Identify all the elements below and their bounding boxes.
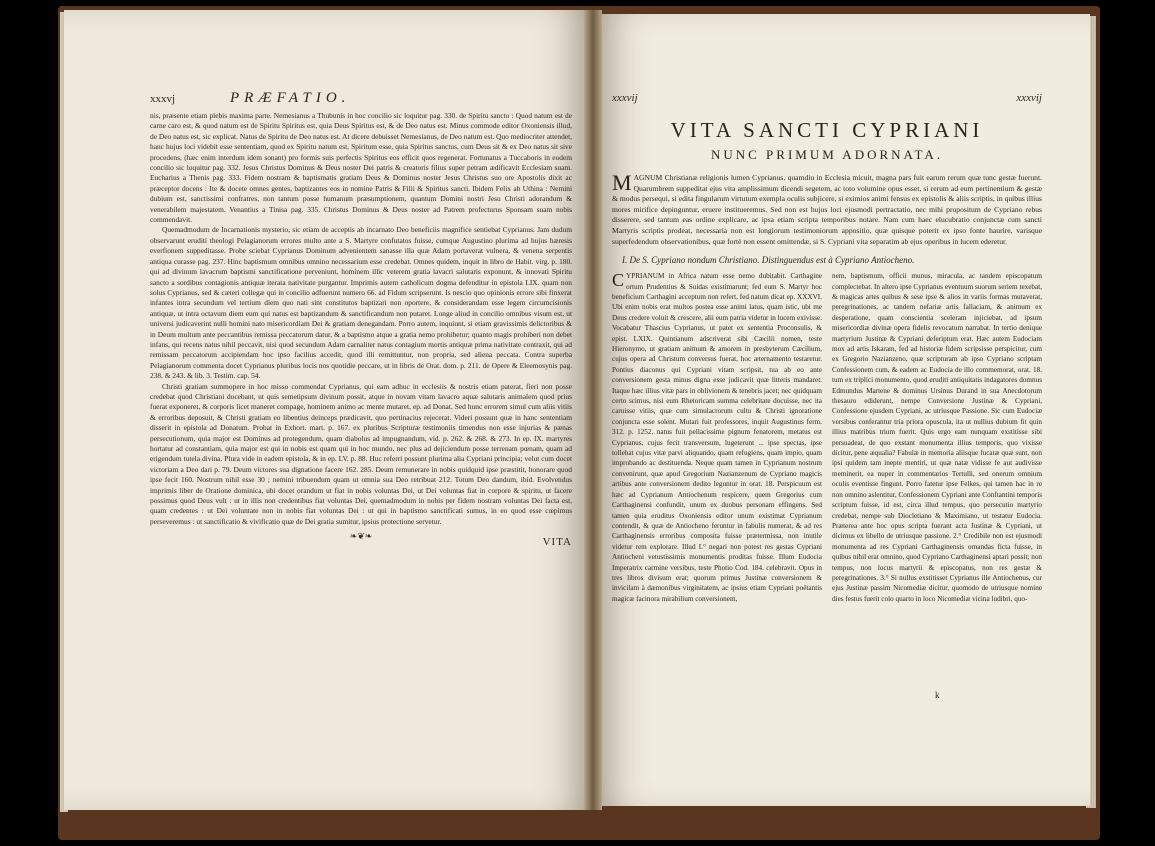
column-2-text: nem, baptismum, officii munus, miracula, ac tandem episcopatum complectebat. In altero ipse Cyprianus eventuum suorum seriem texebat, & magicas artes quibus & sese ipse & alios in variis formas mutaverat, peregrinationes, ac tandem nefariæ artis fallaciam, & animum ex desperatione, quam conscientia sceleram injiciebat, ad ipsum misericordiæ divinæ opera fidelis revocatum narrabat. In tertio denique martyrium Justinæ & Cypriani deferiptum erat. Hæc autem Eudociam mox ad artis Iskaram, fed ad historiæ fidem scripsisse perspicitur, cum ex Gregorio Nazianzeno, quæ scripturam ab ipso Cypriano scriptam Confessionem cum, & eadem ac Eudocia de illo commemorat, orat. 18. tum ex triplici monumento, quod eruditi antiquitatis indagatores domnus Edmundus Martene & dominus Ursinus Durand in sua Anecdotorum thesauro ediderunt, nempe Conversione Justinæ & Cypriani, Confessione ejusdem Cypriani, ac utriusque Passione. Sic cum Eudociæ versibus conferantur tria priora opuscula, ita ut nullius dubium fit quin illius matribus trium fuerit. Quis ergo eam nunquam exstitisse sibi persuadeat, de quo exstant monumenta illius temporis, quo vixisse dicitur, pene æqualia? Fabulæ in memoria aliisque fucatæ quæ sunt, non ipsi quidem tam inepte mentiri, ut quæ natæ vidisse fe aut audivisse meminerit, ea nuper in commentarios Tertulli, sed onerum omnium oculis eventisse fingunt. Porro fatetur ipse Felkes, qui tamen hac in re non omnino aslentitur, Confessionem Cypriani ante Conftantini temporis scriptum fuisse, id est, circa illud tempus, quo persecutio martyrio credebat, nempe sub Diocletiano & Maximiano, ut testatur Eudocia. Præterea ante hoc opus scripta fuerant acta Justinæ & Cypriani, ut dicimus ex libello de utriusque passione. 2.° Credibile non est ejusmodi monumenta ad res Cypriani Carthaginensis ornandas ficta fuisse, in quibus nihil erat omnino, quod Cypriano Carthaginensi aptari possit; non tempus, non locus martyrii & episcopatus, non res gestæ & peregrinationes. 3.° Si nullus exstitisset Cyprianus ille Antiochenus, cur ejus Justinæ passim Nicomediæ dicitur, quomodo de utriusque nomine dies festus fuerit colo quarto in loco Nicomediæ vicina ludibri, quo- [832,272,1043,603]
ornament: ❧❦❧ [349,531,373,542]
intro-text: AGNUM Christianæ religionis lumen Cyprianus, quamdiu in Ecclesia micuit, magna pars fuit earum rerum quæ tunc gestæ fuerunt. Quarumbrem suppeditat ejus vita amplissimum dicendi segetem, ac toto volumine opus esset, si rerum ad eum pertinentium & gestæ & modus persequi, si edita fingularum virtutum exempla oculis subjicere, si eximios animi fensus ex epistolis & aliis scriptis, in quibus illius mores mirifice depinguntur, eruere institueremus. Sed non est hujus loci ejusmodi pertractatio, nec mihi propositum de Cypriano rebus disserere, sed tantum eas ordine explicare, ac ipsa etiam scripta temporibus notare. Nam cum haec elucubratio conjunctæ cum sancti Martyris scriptis prodeat, necessaria non est longiorum testimoniorum appositio, quæ quisque poterit ex ipso fonte haurire, varisque superfedendum observationibus, quæ fortè non essent omittendæ, si S. Cypriani vita separatim ab ejus operibus in lucem ederetur. [612,173,1042,246]
right-page-number-right: xxxvij [1016,92,1042,104]
left-page-content [150,90,572,548]
right-page-content [612,92,1042,604]
column-1-text: YPRIANUM in Africa natum esse nemo dubitabit. Carthagine ortum Prudentius & Suidas existimarunt; fed eum S. Martyr hoc beneficium Carthagini acceptum non refert, fed natum dicat ep. XXXVI. Ubi enim nobis erat multos postea esse animi latus, quam istic, ubi me Deus credere voluit & crescere, alii eum patria videtur in lucem exivisse. Vocabatur Thascius Cyprianus, ut patet ex sententia Proconsulis, & epist. LXIX. Quintianum adscriverat sibi Cæcilii nomen, teste Hieronymo, ut gratiam animum & amorem in presbyterum Cæcilium, cujus opera ad Christum conversus fuerat, hoc æternamento testaretur. Pontius diaconus qui Cypriani vitam scripsit, tua ab eo ante conversionem gesta minus digna esse judicavit quæ litteris mandaret. Itaque hæc illius vitæ pars in oblivionem & tenebris jacet; nec quidquam certo scimus, nisi eum Rhetoricam summa celebritate docuisse, nec ita caruisse vitiis, quæ cum simulacrorum cultu & Christi ignoratione conjuncta esse solent. Mutari fuit professores, inquit Augustinus ferm. 312. p. 1252. natus fuit pellacissime pignum fenatorem, metatus est Cyprianus, cujus fecit transversum, lugeterunt ... ipse spectas, ipse tollebat cujus vitæ parvi aliquando, quam refugiens, quam impio, quam improbando ac destituenda. Neque quam tamen in Cyprianum nostrum convenirunt, quæ apud Gregorium Nazianzenum de Cypriano magicis artibus ante conversionem dedito leguntur in orat. 18. Perspicuum est hæc ad Cyprianum Antiochenum respicere, quem Gregorius cum Carthaginensi confundit, unum ex duobus personam effingens. Sed tamen quia eruditus Oxoniensis editor unum existimat Cyprianum contendit, & quæ de Antiocheno feruntur in fabulis numerat, & ad res Carthaginensis erroribus composita fuisse prætermissa, non inutile videtur rem explorare. Illud I.° negari non potest res gestas Cypriani Antiocheni vetustissimis monumentis proditas fuisse. Illum Eudocia Imperatrix carmine versibus, teste Photio Cod. 184. celebravit. Opus in tres libros divisum erat; quorum primus Justinæ conversionem & invicilam à dæmonibus virginitatem, ac ipsius etiam Cypriani poëtantis magicæ facinora mirabilium conversionem, [612,272,822,603]
right-running-head [612,92,1042,104]
intro-paragraph [612,170,1042,247]
left-paragraph-2: Quemadmodum de Incarnationis mysterio, sic etiam de acceptis ab incarnato Deo beneficiis magnifice sentiebat Cyprianus. Jam dudum observarunt eruditi theologi Pelagianorum errores multo ante a S. Martyre confutatos fuisse, cumque Augustino plurima ad hujus hæresis everfionem suppeditasse. Probe sciebat Cyprianus Dominum advenientem sanasse illa quæ Adam portaverat vulnera, & venena serpentis antiqua curasse pag. 237. Hinc baptismum omnibus omnino necessarium esse credebat. Omnes quidem, inquit in libro de Habit. virg. p. 180. qui ad divinum lavacrum baptismi sanctificatione perveniunt, hominem illic veterem gratia lavacri salutaris exponunt, & innovati Spiritu sancto a sordibus contagionis antiquæ iterata nativitate purgantur. Imprimis autem catholicum dogma defenditur in epistola LIX. quam non solus Cyprianus, sed & cæteri collegæ qui in concilio adfuerunt numero 66. ad Fidum scripserunt. Is nescio quo opinionis errore sibi finxerat infantes intra secundum vel tertium diem quo nati sint constitutos baptizari non oportere, & considerandam esse legem circumcisionis antiquæ, ut intra octavum diem eum qui natus est baptizandum & sanctificandum non putaret. Longe aliud in concilio omnibus visum est, ut universi judicaverint nulli homini nato misericordiam Dei & gratiam denegandam. Porro autem, inquiunt, si etiam gravissimis delictoribus & in Deum multum ante peccantibus remissa peccatorum datur, & a baptismo atque a gratia nemo prohibetur; quanto magis prohiberi non debet infans, qui recens natus nihil peccavit, nisi quod secundum Adam carnaliter natus contagium mortis antiquæ prima nativitate contraxit, qui ad remissam peccatorum accipiendam hoc ipso facilius accedit, quod illi remittuntur, non propria, sed aliena peccata. Contra superba Pelagianorum commenta docet Cyprianus pluribus locis nos quotidie peccare, ut in libris de Orat. dom. p. 211. de Opere & Eleemosynis pag. 238. & 243. & lib. 3. Testim. cap. 54. [150,225,572,381]
signature-mark: k [935,690,940,700]
column-1 [612,271,822,604]
intro-dropcap: M [612,170,632,195]
column-2 [832,271,1042,604]
two-column-text [612,271,1042,604]
left-body-text [150,111,572,527]
column-1-dropcap: C [612,270,625,291]
chapter-heading: VITA SANCTI CYPRIANI [670,118,984,142]
left-running-head [150,90,572,107]
right-page-number-left: xxxvij [612,92,638,104]
section-title: I. De S. Cypriano nondum Christiano. Distinguendus est à Cypriano Antiocheno. [622,255,915,266]
left-paragraph-3: Christi gratiam summopere in hoc misso commendat Cyprianus, qui eam adhuc in ecclesiis & nostris etiam paterat, fieri non posse credebat quod Christiani docebant, ut quis semetipsum divinum possit, atque in novam vitam lavacro aquæ salutaris animalem quod prius fuerat exponeret, & corporis licet maneret compage, hominem animo ac mente mutaret, ep. ad Donat. Sed hunc errorem simul cum aliis vitiis & erroribus deposuit, & Christi gratiam eo libentius deinceps prædicavit, quo pertinacius rejecerat. Videri possunt quæ in hanc sententiam disserit in epistola ad Donatum. Probat in Exhort. mart. p. 167. ex pluribus Scripturæ testimoniis timendus non esse injurias & pænas persecutionum, quia major est Dominus ad protegendum, quam diabolus ad impugnandum, vid. p. 262. & 268. & 273. In ep. IX. martyres hortatur ad constantiam, quia major est qui in nobis est quam qui in hoc mundo, nec plus ad dejiciendum posse terrenam pœnam, quam ad erigendum tutela divina. Plura vide in eadem epistola, & in ep. LV. p. 88. Huc referri possunt plurima alia Cypriani principia; velut cum docet victoriam a Deo dari p. 79. Deum victores sua dignatione facere 162. 285. Deum remunerare in nobis quidquid ipse præstitit, honorare quod ipse fecit 160. Nostrum nihil esse 30 ; nemini tribuendum quam ut omnia sua Deo retribuat 212. Totum Deo dandum, ibid. Evolvendus imprimis liber de Oratione dominica, ubi docet orandum ut fiat in nobis voluntas Dei, ut Dei voluntas fiat in corpore & spiritu, ut facere possimus quod Deus vult : ut in illis non credentibus fiat voluntas Dei, quemadmodum in nobis per fidem nostram voluntas Dei facta est, quam credentes : ut Dei voluntate non in nobis fiat voluntas Dei : ut qui in baptismo sanctificati sumus, in eo quod esse cœpimus perseveremus : ut sanctificatio & vivificatio quæ de Dei gratia sumitur, ipsius protectione servetur. [150,381,572,526]
left-page-number: xxxvj [150,93,176,105]
catchword: VITA [542,536,572,549]
left-running-title: PRÆFATIO. [230,90,351,106]
chapter-subheading: NUNC PRIMUM ADORNATA. [710,147,944,162]
left-paragraph-1: nis, præsente etiam plebis maxima parte. Nemesianus a Thubunis in hoc concilio sic loquitur pag. 330. de Spiritu sancto : Quod natum est de carne caro est, & quod natum est de Spiritu Spiritus est, quia Deus Spiritus est, & de Deo natus est. Minus commode editor Oxoniensis illud, de Deo natus est, sic explicat. Natus de Spiritu de Deo natus est. At dicere debuisset Nemesianus, de Deo natum est. Quo mediocriter attendet, hanc hujus loci videbit esse sententiam, quod ex Spiritu natum est, Spiritum esse, quia Spiritus sanctus, cum Deus sit & ex Deo natus sit sive procedens, (hæc enim interdum idem sonant) pro formis suis perfectis Spiritus eos efficit quos regenerat. Fortunatus a Tuccaboris in eodem concilio sic loquitur pag. 332. Jesus Christus Dominus & Deus noster Dei patris & creatoris filius super petram ædificavit Ecclesiam suam. Eucharius a Thenis pag. 333. Fidem nostram & baptismatis gratiam Deus & Dominus noster Jesus Christus suo ore Apostolis dixit ac præceptor docens : Ite & docete omnes gentes, baptizantes eos in nomine Patris & Filii & Spiritus sancti. Ibidem Felix ab Uthina : Nemini dubium est, sanctissimi confratres, non tantum posse humanum præsumptionem, quantum Domini nostri Jesu Christi adorandum & venerabilem majestatem. Venantius a Tinisa pag. 335. Christus Dominus & Deus noster ad Patrem profecturus Sponsam suam nobis commendavit. [150,111,572,225]
book-gutter [584,10,602,810]
